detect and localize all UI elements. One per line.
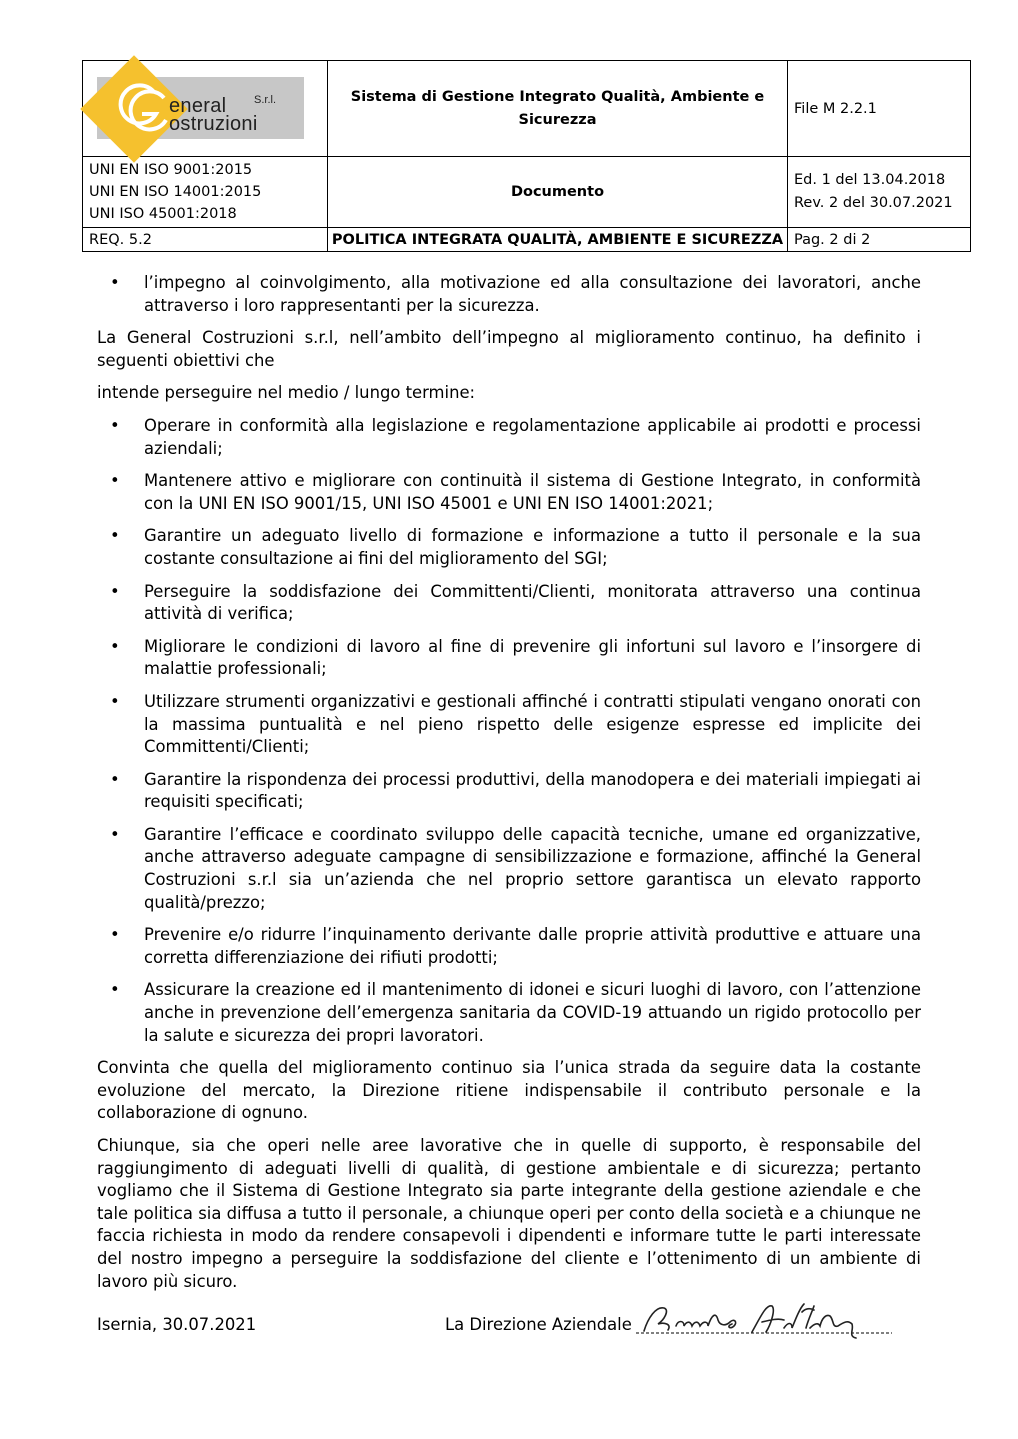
closing-paragraph-2: Chiunque, sia che operi nelle aree lavorative che in quelle di supporto, è responsabile del raggiungimento di adeguati livelli di qualità, di gestione ambientale e di sicurezza; pertanto vogliamo che il Sistema di Gestione Integrato sia parte integrante della gestione aziendale e che tale politica sia diffusa a tutto il personale, a chiunque operi per conto della società e a chiunque ne faccia richiesta in modo da rendere consapevoli i dipendenti e informare tutte le parti interessate del nostro impegno a perseguire la soddisfazione del cliente e l’ottenimento di un ambiente di lavoro più sicuro. <box>97 1136 921 1291</box>
list-item <box>97 636 921 681</box>
list-item-text: Garantire la rispondenza dei processi produttivi, della manodopera e dei materiali impiegati ai requisiti specificati; <box>144 769 921 812</box>
list-item-text: Migliorare le condizioni di lavoro al fine di prevenire gli infortuni sul lavoro e l’insorgere di malattie professionali; <box>144 636 921 679</box>
list-item <box>97 824 921 914</box>
list-item <box>97 272 921 317</box>
standard-item: UNI EN ISO 14001:2015 <box>89 184 262 200</box>
list-item-text: Perseguire la soddisfazione dei Committenti/Clienti, monitorata attraverso una continua attività di verifica; <box>144 581 921 624</box>
document-header-table <box>82 60 971 252</box>
bullet-icon: • <box>110 526 120 546</box>
bullet-icon: • <box>110 471 120 491</box>
signature-icon <box>634 1298 899 1344</box>
standard-item: UNI ISO 45001:2018 <box>89 206 237 222</box>
bullet-icon: • <box>110 581 120 601</box>
requirement-ref: REQ. 5.2 <box>83 228 328 252</box>
page-number: Pag. 2 di 2 <box>788 228 971 252</box>
list-item <box>97 415 921 460</box>
list-item <box>97 924 921 969</box>
list-item-text: l’impegno al coinvolgimento, alla motivazione ed alla consultazione dei lavoratori, anche attraverso i loro rappresentanti per la sicurezza. <box>144 273 921 315</box>
list-item-text: Garantire un adeguato livello di formazione e informazione a tutto il personale e la sua costante consultazione ai fini del miglioramento del SGI; <box>144 526 921 568</box>
bullet-icon: • <box>110 824 120 844</box>
place-date: Isernia, 30.07.2021 <box>97 1315 257 1334</box>
logo-cell <box>83 61 328 157</box>
bullet-icon: • <box>110 273 120 292</box>
logo-word-costruzioni: ostruzioni <box>169 112 258 135</box>
edition: Ed. 1 del 13.04.2018 <box>794 172 946 188</box>
logo-word-general: eneral <box>169 94 227 117</box>
signature-label: La Direzione Aziendale <box>445 1315 632 1334</box>
list-item <box>97 769 921 814</box>
company-logo <box>83 62 326 156</box>
objectives-list <box>97 415 921 1047</box>
bullet-icon: • <box>110 415 120 435</box>
list-item-text: Operare in conformità alla legislazione e regolamentazione applicabile ai prodotti e processi aziendali; <box>144 415 921 458</box>
document-type: Documento <box>328 157 788 228</box>
bullet-icon: • <box>110 769 120 789</box>
revision: Rev. 2 del 30.07.2021 <box>794 195 953 211</box>
list-item-text: Prevenire e/o ridurre l’inquinamento derivante dalle proprie attività produttive e attuare una corretta differenziazione dei rifiuti prodotti; <box>144 925 921 967</box>
standard-item: UNI EN ISO 9001:2015 <box>89 162 253 178</box>
signature-row <box>97 1312 921 1352</box>
list-item-text: Utilizzare strumenti organizzativi e gestionali affinché i contratti stipulati vengano onorati con la massima puntualità e nel pieno rispetto delle esigenze espresse ed implicite dei Committenti/Clienti; <box>144 691 921 757</box>
policy-title: POLITICA INTEGRATA QUALITÀ, AMBIENTE E SICUREZZA <box>328 228 788 252</box>
bullet-icon: • <box>110 691 120 711</box>
list-item <box>97 525 921 570</box>
list-item-text: Mantenere attivo e migliorare con continuità il sistema di Gestione Integrato, in conformità con la UNI EN ISO 9001/15, UNI ISO 45001 e UNI EN ISO 14001:2021; <box>144 471 921 513</box>
objectives-intro: La General Costruzioni s.r.l, nell’ambito dell’impegno al miglioramento continuo, ha definito i seguenti obiettivi che <box>97 328 921 370</box>
bullet-icon: • <box>110 636 120 656</box>
list-item-text: Assicurare la creazione ed il mantenimento di idonei e sicuri luoghi di lavoro, con l’attenzione anche in prevenzione dell’emergenza sanitaria da COVID-19 attuando un rigido protocollo per la salute e sicurezza dei propri lavoratori. <box>144 980 921 1045</box>
bullet-icon: • <box>110 980 120 1000</box>
file-code: File M 2.2.1 <box>788 61 971 157</box>
list-item <box>97 470 921 515</box>
system-title: Sistema di Gestione Integrato Qualità, Ambiente e Sicurezza <box>328 61 788 157</box>
list-item <box>97 979 921 1047</box>
edition-info <box>788 157 971 228</box>
bullet-icon: • <box>110 925 120 945</box>
list-item <box>97 581 921 626</box>
list-item <box>97 691 921 759</box>
standards-list <box>83 157 328 228</box>
logo-icon <box>110 76 172 138</box>
list-item-text: Garantire l’efficace e coordinato sviluppo delle capacità tecniche, umane ed organizzative, anche attraverso adeguate campagne di sensibilizzazione e formazione, affinché la General Costruzioni s.r.l sia un’azienda che nel proprio settore garantisca un elevato rapporto qualità/prezzo; <box>144 824 921 912</box>
objectives-intro-continued: intende perseguire nel medio / lungo termine: <box>97 383 476 403</box>
document-body <box>97 272 921 1303</box>
logo-srl: S.r.l. <box>254 93 277 106</box>
closing-paragraph-1: Convinta che quella del miglioramento continuo sia l’unica strada da seguire data la costante evoluzione del mercato, la Direzione ritiene indispensabile il contributo personale e la collaborazione di ognuno. <box>97 1058 921 1123</box>
